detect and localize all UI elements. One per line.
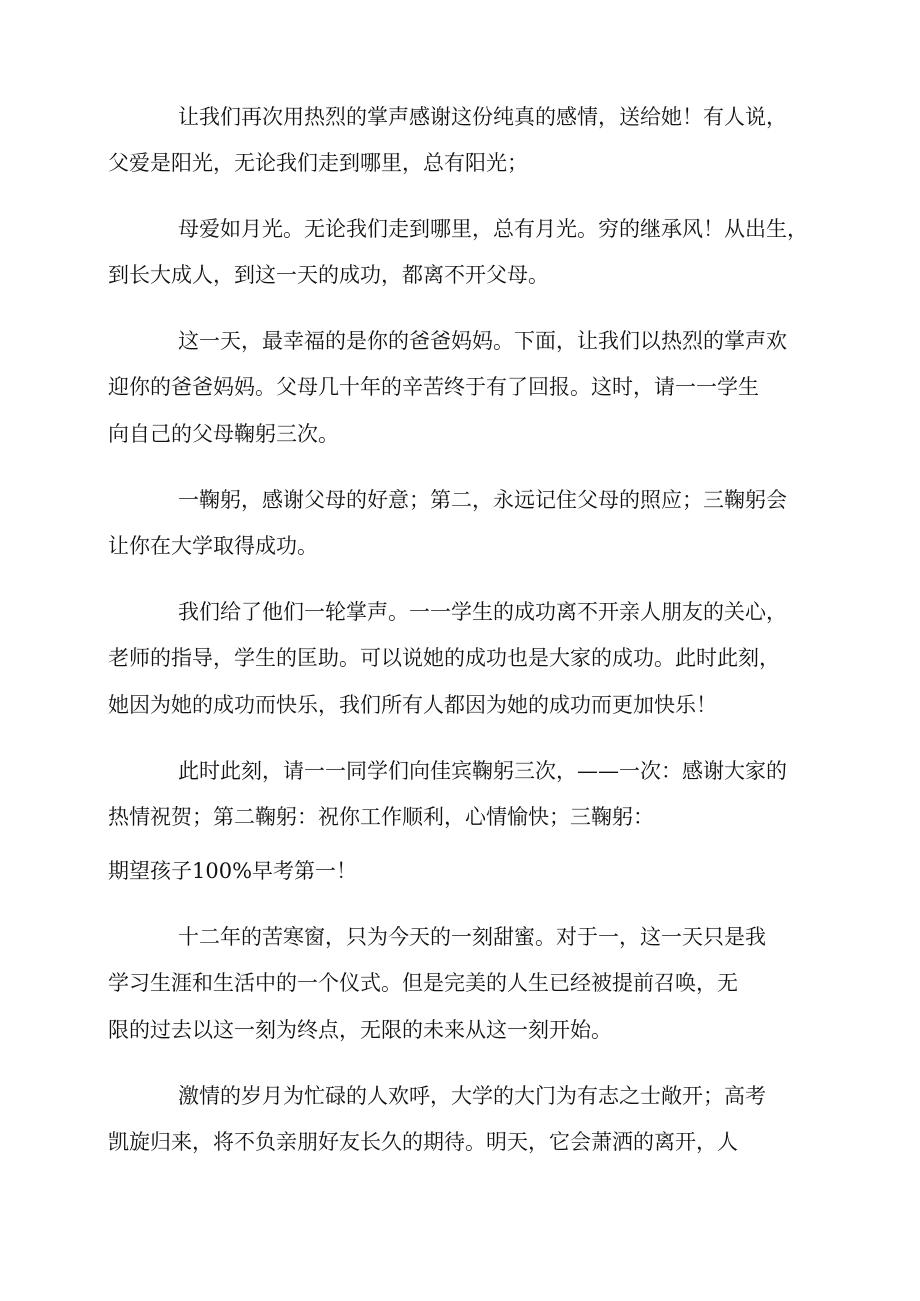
paragraph-4-line-1: 一鞠躬，感谢父母的好意；第二，永远记住父母的照应；三鞠躬会 bbox=[178, 488, 787, 512]
paragraph-8-line-1: 激情的岁月为忙碌的人欢呼，大学的大门为有志之士敞开；高考 bbox=[178, 1084, 766, 1108]
paragraph-3-line-2: 迎你的爸爸妈妈。父母几十年的辛苦终于有了回报。这时，请一一学生 bbox=[108, 375, 759, 399]
paragraph-7-line-2: 学习生涯和生活中的一个仪式。但是完美的人生已经被提前召唤，无 bbox=[108, 971, 738, 995]
paragraph-6-line-1: 此时此刻，请一一同学们向佳宾鞠躬三次，——一次：感谢大家的 bbox=[178, 759, 787, 783]
paragraph-3-line-1: 这一天，最幸福的是你的爸爸妈妈。下面，让我们以热烈的掌声欢 bbox=[178, 329, 787, 353]
paragraph-7-line-1: 十二年的苦寒窗，只为今天的一刻甜蜜。对于一，这一天只是我 bbox=[178, 925, 766, 949]
paragraph-1-line-1: 让我们再次用热烈的掌声感谢这份纯真的感情，送给她！有人说， bbox=[178, 105, 787, 129]
paragraph-2-line-1: 母爱如月光。无论我们走到哪里，总有月光。穷的继承风！从出生， bbox=[178, 217, 808, 241]
paragraph-5-line-1: 我们给了他们一轮掌声。一一学生的成功离不开亲人朋友的关心， bbox=[178, 600, 787, 624]
paragraph-5-line-3: 她因为她的成功而快乐，我们所有人都因为她的成功而更加快乐！ bbox=[108, 693, 717, 717]
paragraph-3-line-3: 向自己的父母鞠躬三次。 bbox=[108, 422, 339, 446]
paragraph-6-line-3: 期望孩子100%早考第一！ bbox=[108, 859, 358, 883]
paragraph-6-line-2: 热情祝贺；第二鞠躬：祝你工作顺利，心情愉快；三鞠躬： bbox=[108, 805, 654, 829]
paragraph-8-line-2: 凯旋归来，将不负亲朋好友长久的期待。明天，它会萧洒的离开，人 bbox=[108, 1130, 738, 1154]
paragraph-4-line-2: 让你在大学取得成功。 bbox=[108, 534, 318, 558]
paragraph-5-line-2: 老师的指导，学生的匡助。可以说她的成功也是大家的成功。此时此刻， bbox=[108, 646, 780, 670]
paragraph-7-line-3: 限的过去以这一刻为终点，无限的未来从这一刻开始。 bbox=[108, 1018, 612, 1042]
paragraph-2-line-2: 到长大成人，到这一天的成功，都离不开父母。 bbox=[108, 263, 549, 287]
paragraph-1-line-2: 父爱是阳光，无论我们走到哪里，总有阳光； bbox=[108, 151, 528, 175]
